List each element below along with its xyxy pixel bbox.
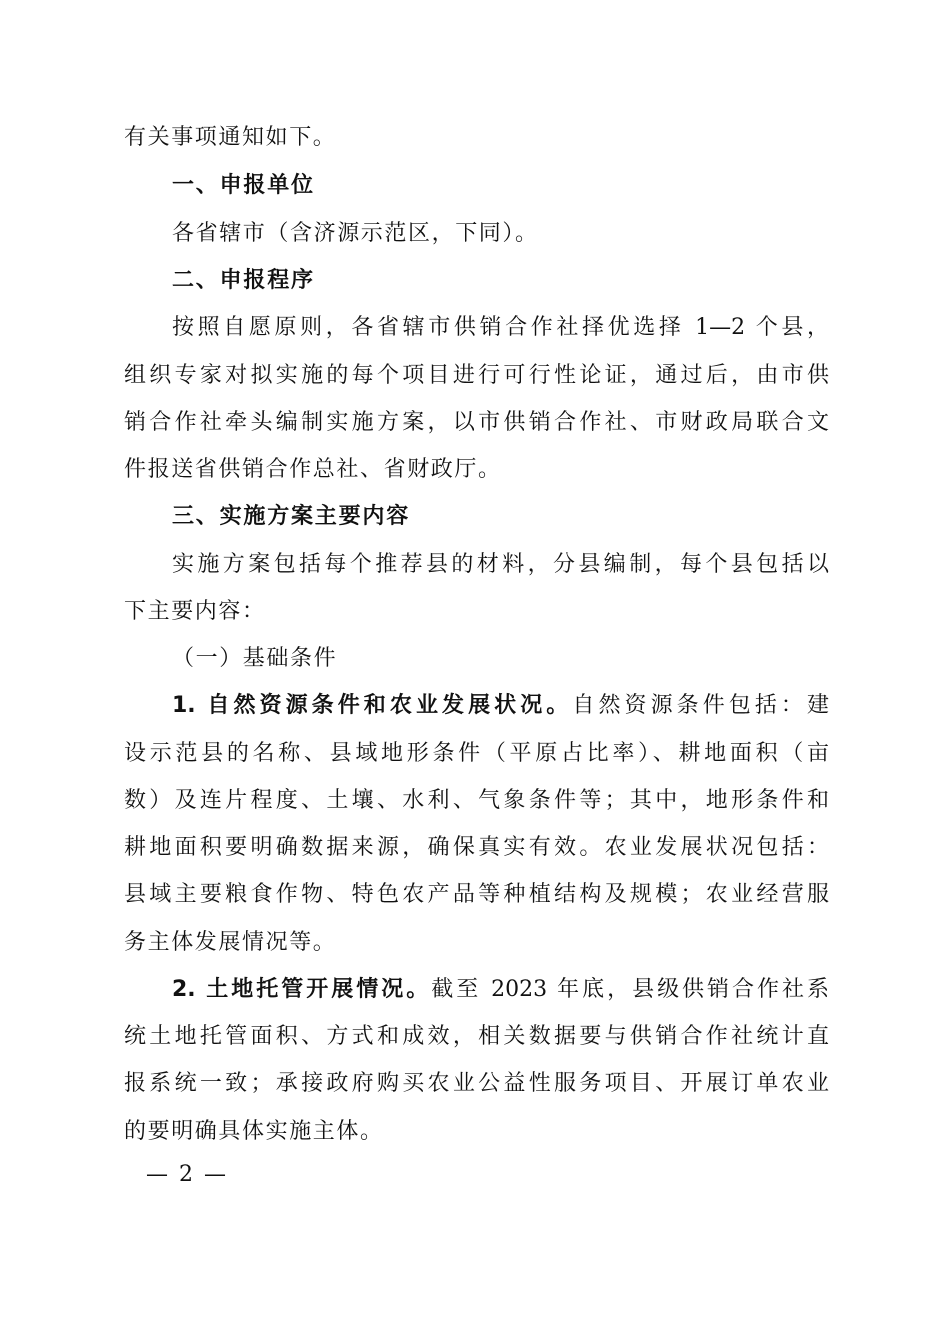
paragraph-line: 统土地托管面积、方式和成效，相关数据要与供销合作社统计直	[124, 1024, 829, 1049]
item-title-2: 2. 土地托管开展情况。	[172, 977, 432, 1002]
item-text: 截至 2023 年底，县级供销合作社系	[431, 977, 829, 1002]
paragraph-line: 务主体发展情况等。	[124, 930, 337, 955]
paragraph-line: 耕地面积要明确数据来源，确保真实有效。农业发展状况包括：	[124, 835, 829, 860]
subsection-heading: （一）基础条件	[172, 646, 338, 671]
paragraph-line: 组织专家对拟实施的每个项目进行可行性论证，通过后，由市供	[124, 363, 829, 388]
section-heading-1: 一、申报单位	[172, 173, 315, 198]
paragraph-line: 实施方案包括每个推荐县的材料，分县编制，每个县包括以	[172, 552, 829, 577]
paragraph-line: 有关事项通知如下。	[124, 125, 337, 150]
paragraph-line: 按照自愿原则，各省辖市供销合作社择优选择 1—2 个县，	[172, 315, 829, 340]
paragraph-line: 数）及连片程度、土壤、水利、气象条件等；其中，地形条件和	[124, 788, 829, 813]
item-text: 自然资源条件包括：建	[572, 693, 829, 718]
paragraph-line	[172, 975, 829, 1005]
paragraph-line: 销合作社牵头编制实施方案，以市供销合作社、市财政局联合文	[124, 410, 829, 435]
paragraph-line: 设示范县的名称、县域地形条件（平原占比率）、耕地面积（亩	[124, 741, 829, 766]
section-heading-2: 二、申报程序	[172, 268, 315, 293]
paragraph-line: 县域主要粮食作物、特色农产品等种植结构及规模；农业经营服	[124, 882, 829, 907]
paragraph-line: 报系统一致；承接政府购买农业公益性服务项目、开展订单农业	[124, 1071, 829, 1096]
paragraph-line: 下主要内容：	[124, 599, 266, 624]
section-heading-3: 三、实施方案主要内容	[172, 504, 411, 529]
paragraph-line: 各省辖市（含济源示范区，下同）。	[172, 221, 539, 246]
paragraph-line	[172, 691, 829, 721]
paragraph-line: 件报送省供销合作总社、省财政厅。	[124, 457, 502, 482]
item-title-1: 1. 自然资源条件和农业发展状况。	[172, 693, 573, 718]
paragraph-line: 的要明确具体实施主体。	[124, 1119, 384, 1144]
page-number: — 2 —	[146, 1162, 228, 1187]
